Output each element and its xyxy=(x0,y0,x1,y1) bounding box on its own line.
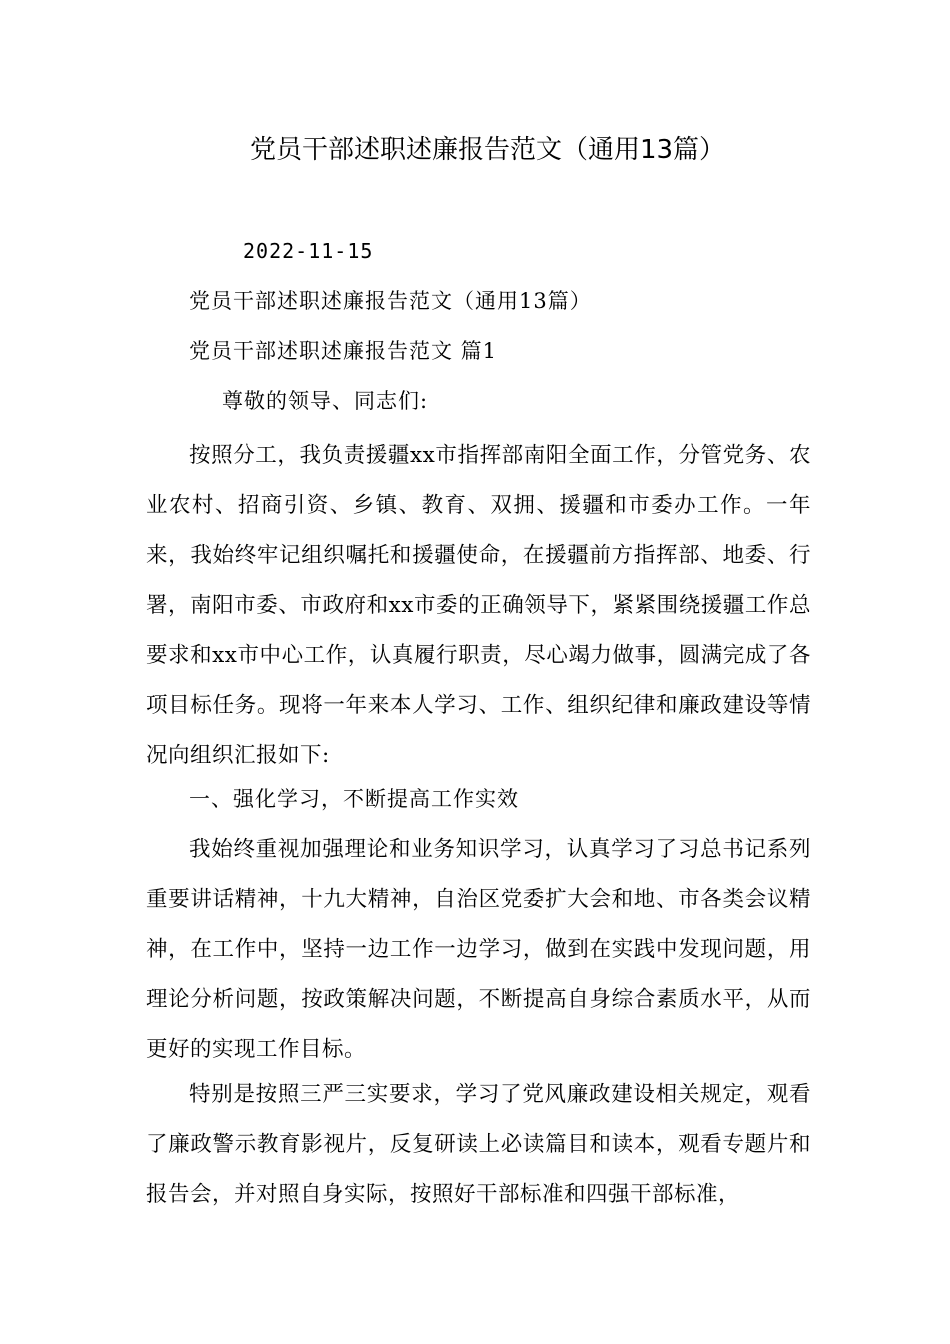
paragraph-intro: 按照分工，我负责援疆xx市指挥部南阳全面工作，分管党务、农业农村、招商引资、乡镇、教育、双拥、援疆和市委办工作。一年来，我始终牢记组织嘱托和援疆使命，在援疆前方指挥部、地委、行署，南阳市委、市政府和xx市委的正确领导下，紧紧围绕援疆工作总要求和xx市中心工作，认真履行职责，尽心竭力做事，圆满完成了各项目标任务。现将一年来本人学习、工作、组织纪律和廉政建设等情况向组织汇报如下: xyxy=(146,443,811,768)
publish-date: 2022-11-15 xyxy=(243,239,374,263)
heading-study: 一、强化学习，不断提高工作实效 xyxy=(189,787,519,811)
greeting: 尊敬的领导、同志们: xyxy=(222,389,429,413)
paragraph-study: 我始终重视加强理论和业务知识学习，认真学习了习总书记系列重要讲话精神，十九大精神，自治区党委扩大会和地、市各类会议精神，在工作中，坚持一边工作一边学习，做到在实践中发现问题，用理论分析问题，按政策解决问题，不断提高自身综合素质水平，从而更好的实现工作目标。 xyxy=(146,837,811,1062)
document-title: 党员干部述职述廉报告范文（通用13篇） xyxy=(249,135,726,165)
paragraph-discipline: 特别是按照三严三实要求，学习了党风廉政建设相关规定，观看了廉政警示教育影视片，反复研读上必读篇目和读本，观看专题片和报告会，并对照自身实际，按照好干部标准和四强干部标准， xyxy=(146,1082,811,1207)
document-subtitle: 党员干部述职述廉报告范文（通用13篇） xyxy=(189,289,592,313)
section-title: 党员干部述职述廉报告范文 篇1 xyxy=(189,339,498,363)
